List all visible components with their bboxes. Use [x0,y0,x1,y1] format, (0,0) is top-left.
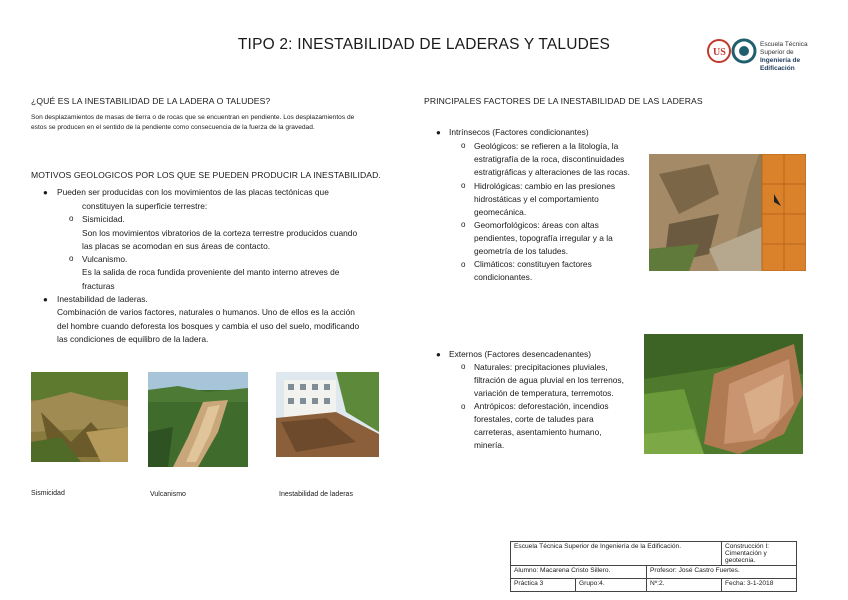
bullet-icon: ● [436,350,441,359]
caption-vulcanismo: Vulcanismo [150,491,186,498]
geomorfologicos-text-2: pendientes, topografía irregular y a la [474,233,613,243]
externos-label: Externos (Factores desencadenantes) [449,349,591,359]
student-cell: Alumno: Macarena Cristo Sillero. [511,566,647,579]
laderas-photo [276,372,379,457]
circle-bullet-icon: o [461,260,466,269]
caption-sismicidad: Sismicidad [31,490,65,497]
sismicidad-label: Sismicidad. [82,214,125,224]
definition-text-1: Son desplazamientos de masas de tierra o de rocas que se encuentran en pendiente. Los desplazamientos de [31,114,355,121]
grupo-cell: Grupo:4. [576,579,647,592]
caption-laderas: Inestabilidad de laderas [279,491,353,498]
naturales-text-1: Naturales: precipitaciones pluviales, [474,362,608,372]
factores-heading: PRINCIPALES FACTORES DE LA INESTABILIDAD DE LAS LADERAS [424,96,703,106]
naturales-text-2: filtración de agua pluvial en los terrenos, [474,375,624,385]
laderas-label: Inestabilidad de laderas. [57,294,148,304]
slope-rock-photo [649,154,806,271]
logo-emblem-icon [706,38,758,64]
climaticos-text-2: condicionantes. [474,272,533,282]
school-logo [706,38,826,72]
antropicos-text-3: carreteras, asentamiento humano, [474,427,602,437]
definition-heading: ¿QUÉ ES LA INESTABILIDAD DE LA LADERA O TALUDES? [31,96,271,106]
vulcanismo-text-1: Es la salida de roca fundida proveniente del manto interno atreves de [82,267,340,277]
geomorfologicos-text-3: geometría de los taludes. [474,246,569,256]
intrinsecos-label: Intrínsecos (Factores condicionantes) [449,127,589,137]
climaticos-text-1: Climáticos: constituyen factores [474,259,592,269]
circle-bullet-icon: o [461,220,466,229]
page-title: TIPO 2: INESTABILIDAD DE LADERAS Y TALUDES [237,36,611,53]
circle-bullet-icon: o [461,402,466,411]
tectonic-text-2: constituyen la superficie terrestre: [82,201,208,211]
circle-bullet-icon: o [461,141,466,150]
geologicos-text-3: estratigráficas y alteraciones de las rocas. [474,167,630,177]
numero-cell: Nº:2. [647,579,722,592]
geologicos-text-1: Geológicos: se refieren a la litología, la [474,141,619,151]
geologicos-text-2: estratigrafía de la roca, discontinuidades [474,154,625,164]
svg-text:US: US [713,47,726,58]
naturales-text-3: variación de temperatura, terremotos. [474,388,614,398]
laderas-text-3: las condiciones de equilibro de la ladera. [57,334,209,344]
landslide-photo [644,334,803,454]
sismicidad-text-2: las placas se acomodan en sus áreas de contacto. [82,241,271,251]
bullet-icon: ● [43,188,48,197]
hidrologicas-text-2: hidrostáticas y el comportamiento [474,194,599,204]
definition-text-2: estos se producen en el sentido de la pendiente como consecuencia de la fuerza de la gravedad. [31,124,315,131]
bullet-icon: ● [43,295,48,304]
hidrologicas-text-1: Hidrológicas: cambio en las presiones [474,181,616,191]
antropicos-text-2: forestales, corte de taludes para [474,414,594,424]
logo-line-2: Ingeniería de Edificación [760,57,801,72]
logo-text [760,41,826,73]
antropicos-text-4: minería. [474,440,505,450]
professor-cell: Profesor: José Castro Fuertes. [647,566,797,579]
circle-bullet-icon: o [69,254,74,263]
vulcanismo-photo [148,372,248,467]
info-table [510,541,797,592]
geomorfologicos-text-1: Geomorfológicos: áreas con altas [474,220,599,230]
fecha-cell: Fecha: 3-1-2018 [722,579,797,592]
hidrologicas-text-3: geomecánica. [474,207,527,217]
course-cell: Construcción I: Cimentación y geotecnia. [722,542,797,566]
school-cell: Escuela Técnica Superior de Ingeniería de la Edificación. [511,542,722,566]
sismicidad-text-1: Son los movimientos vibratorios de la corteza terrestre producidos cuando [82,228,358,238]
circle-bullet-icon: o [461,181,466,190]
antropicos-text-1: Antrópicos: deforestación, incendios [474,401,609,411]
circle-bullet-icon: o [69,214,74,223]
sismicidad-photo [31,372,128,462]
motivos-heading: MOTIVOS GEOLOGICOS POR LOS QUE SE PUEDEN PRODUCIR LA INESTABILIDAD. [31,170,381,180]
circle-bullet-icon: o [461,362,466,371]
practica-cell: Práctica 3 [511,579,576,592]
bullet-icon: ● [436,128,441,137]
laderas-text-1: Combinación de varios factores, naturales o humanos. Uno de ellos es la acción [57,307,355,317]
laderas-text-2: del hombre cuando deforesta los bosques y cambia el uso del suelo, modificando [57,321,360,331]
logo-line-1: Escuela Técnica Superior de [760,41,808,56]
vulcanismo-label: Vulcanismo. [82,254,128,264]
vulcanismo-text-2: fracturas [82,281,115,291]
tectonic-text-1: Pueden ser producidas con los movimientos de las placas tectónicas que [57,187,329,197]
